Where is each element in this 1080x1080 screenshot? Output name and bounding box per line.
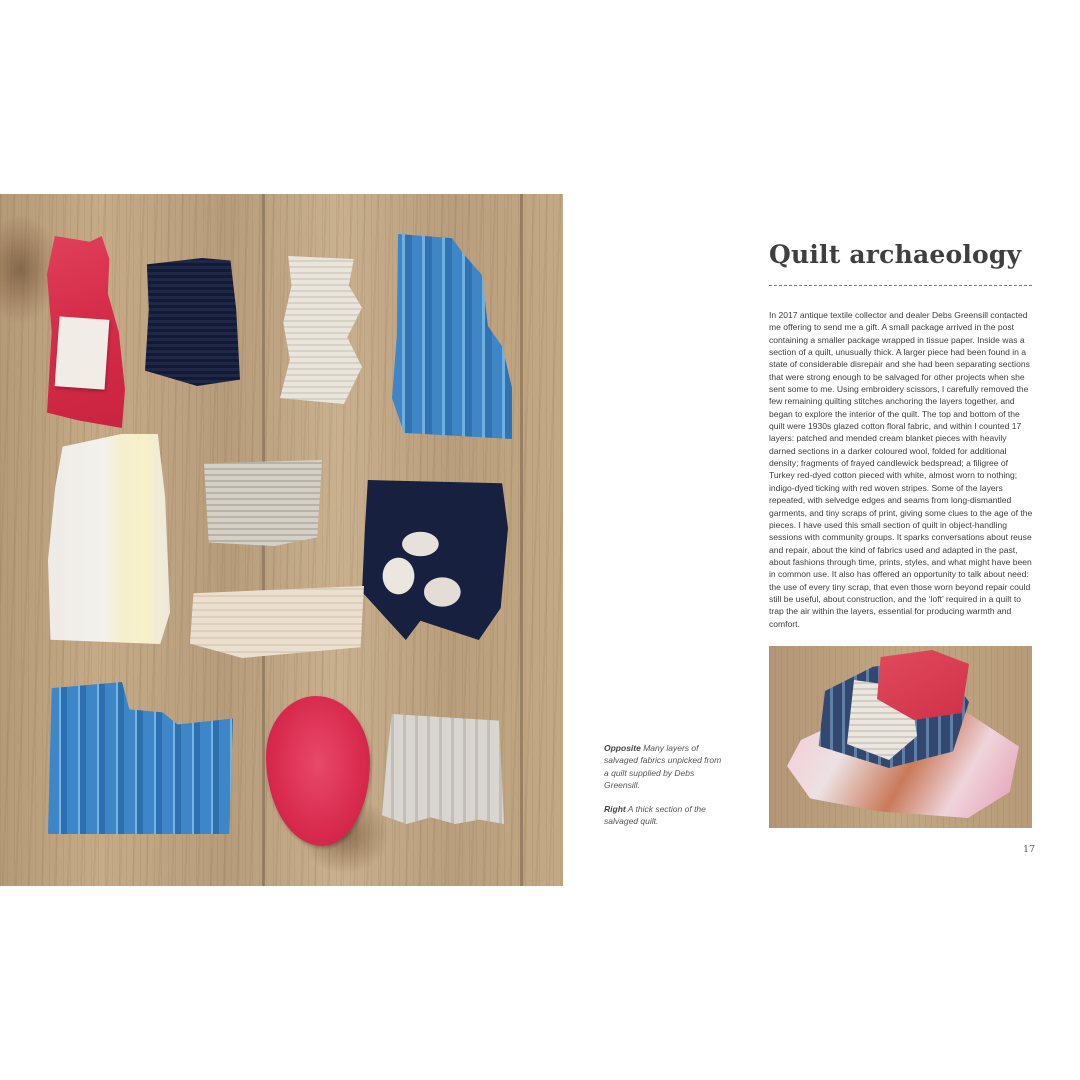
navy-filigree-swatch (362, 480, 508, 640)
photo-captions (604, 742, 724, 840)
cream-strip-swatch (190, 586, 364, 658)
article-body: In 2017 antique textile collector and dealer Debs Greensill contacted me offering to send me a gift. A small package arrived in the post containing a smaller package wrapped in tissue paper. Inside was a section of a quilt, unusually thick. A larger piece had been found in a state of considerable disrepair and she had been separating sections that were strong enough to be salvaged for other projects when she sent some to me. Using embroidery scissors, I carefully removed the few remaining quilting stitches anchoring the layers together, and began to explore the interior of the quilt. The top and bottom of the quilt were 1930s glazed cotton floral fabric, and within I counted 17 layers: patched and mended cream blanket pieces with heavily darned sections in a darker coloured wool, folded for additional density; fragments of frayed candlewick bedspread; a filigree of Turkey red-dyed cotton pieced with white, almost worn to nothing; indigo-dyed ticking with red woven stripes. Some of the layers repeated, with selvedge edges and seams from long-dismantled garments, and tiny scraps of print, giving some clues to the age of the pieces. I have used this small section of quilt in object-handling sessions with community groups. It sparks conversations about reuse and repair, about the kind of fabrics used and adapted in the past, about fashions through time, prints, styles, and what might have been in common use. It also has offered an opportunity to talk about need: the use of every tiny scrap, that even those worn beyond repair could still be useful, about construction, and the ‘loft’ required in a quilt to trap the air within the layers, essential for producing warmth and comfort. (769, 310, 1033, 629)
cream-blanket-swatch (48, 434, 170, 644)
grey-candlewick-swatch (204, 460, 322, 546)
dashed-rule (769, 285, 1032, 286)
grey-strips-swatch (382, 714, 504, 824)
caption-lead: Right (604, 804, 626, 815)
blue-ticking-swatch (392, 234, 512, 439)
salvaged-fabrics-photo (0, 194, 563, 886)
white-patch-swatch (55, 316, 110, 389)
frayed-white-swatch (280, 256, 362, 404)
caption-text: Many layers of salvaged fabrics unpicked from a quilt supplied by Debs Greensill. (604, 743, 722, 790)
caption-right (604, 803, 724, 828)
navy-darned-swatch (145, 258, 240, 386)
caption-lead: Opposite (604, 743, 641, 753)
quilt-section-photo (769, 646, 1032, 828)
wood-board-seam (520, 194, 523, 886)
article-heading: Quilt archaeology (769, 240, 1022, 269)
caption-opposite (604, 742, 724, 791)
blue-ticking-swatch (48, 682, 233, 834)
page-number: 17 (1023, 844, 1036, 855)
caption-text: A thick section of the salvaged quilt. (604, 804, 706, 827)
turkey-red-swatch (266, 696, 370, 846)
